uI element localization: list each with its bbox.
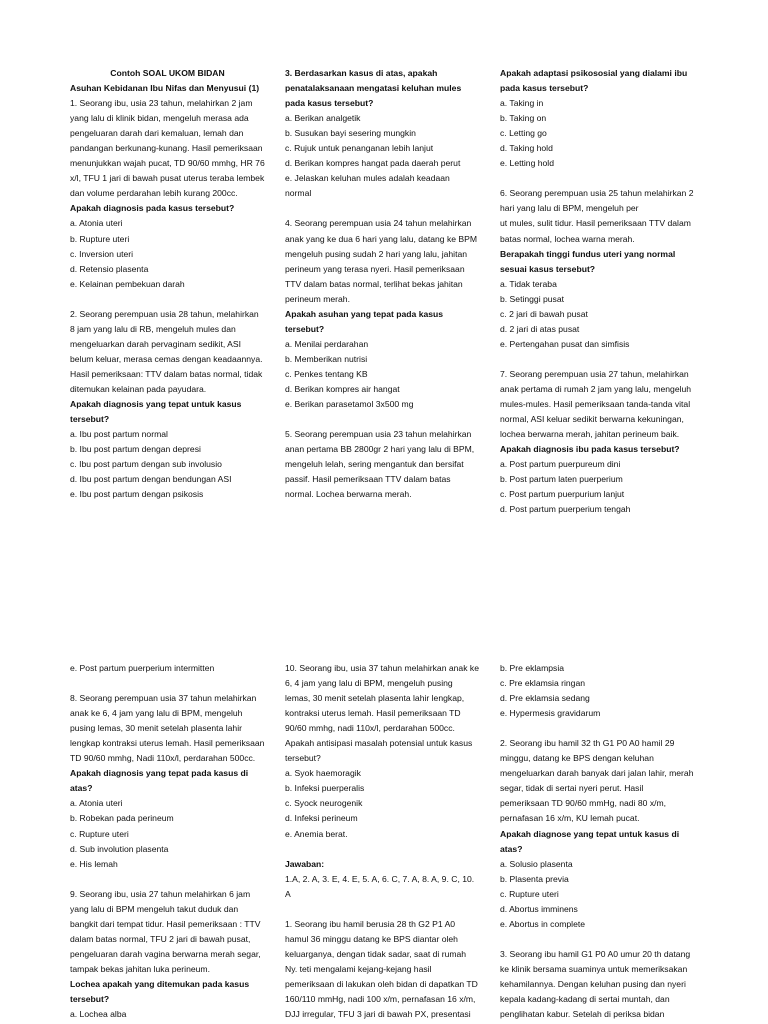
blank-line	[500, 171, 710, 186]
text-line: 1. Seorang ibu hamil berusia 28 th G2 P1 A0	[285, 918, 456, 929]
text-line: minggu, datang ke BPS dengan keluhan	[500, 753, 654, 764]
text-line: e. Post partum puerperium intermitten	[70, 663, 215, 673]
text-line: c. Syock neurogenik	[285, 798, 363, 809]
question-prompt-line: Apakah diagnosis pada kasus tersebut?	[70, 203, 235, 214]
question-prompt-line: sesuai kasus tersebut?	[500, 263, 596, 274]
text-line: d. Infeksi perineum	[285, 813, 358, 824]
question-prompt-line: Apakah diagnosis yang tepat pada kasus di	[70, 768, 249, 779]
text-line: mengeluh pusing sudah 2 hari yang lalu, jahitan	[285, 248, 468, 259]
text-line: e. Anemia berat.	[285, 828, 348, 839]
text-line: a. Taking in	[500, 98, 544, 109]
text-line: c. Pre eklamsia ringan	[500, 678, 586, 689]
question-prompt-line: Contoh SOAL UKOM BIDAN	[110, 68, 225, 78]
text-line: 2. Seorang perempuan usia 28 tahun, melahirkan	[70, 308, 259, 319]
text-line: yang lalu di BPM mengeluh takut duduk dan	[70, 903, 239, 914]
text-line: A	[285, 888, 291, 899]
text-line: kehamilannya. Dengan keluhan pusing dan nyeri	[500, 978, 686, 989]
text-line: 1.A, 2. A, 3. E, 4. E, 5. A, 6. C, 7. A, 8. A, 9. C, 10.	[285, 873, 475, 884]
text-line: Ny. teti mengalami kejang-kejang hasil	[285, 963, 432, 974]
text-line: pemeriksaan TD 90/60 mmHg, nadi 80 x/m,	[500, 798, 667, 809]
question-prompt-line: atas?	[500, 843, 523, 854]
text-line: b. Taking on	[500, 113, 547, 124]
text-line: 8. Seorang perempuan usia 37 tahun melahirkan	[70, 693, 257, 704]
text-line: a. Syok haemoragik	[285, 768, 361, 779]
text-line: a. Atonia uteri	[70, 218, 123, 229]
text-line: d. Taking hold	[500, 143, 553, 154]
text-line: a. Tidak teraba	[500, 278, 557, 289]
text-line: dalam batas normal, TFU 2 jari di bawah pusat,	[70, 933, 251, 944]
question-prompt-line: atas?	[70, 783, 93, 794]
text-line: c. Rujuk untuk penanganan lebih lanjut	[285, 143, 434, 154]
text-line: b. Rupture uteri	[70, 233, 130, 244]
blank-line	[285, 842, 495, 857]
text-line: d. Abortus imminens	[500, 903, 578, 914]
text-line: DJJ irregular, TFU 3 jari di bawah PX, presentasi	[285, 1009, 471, 1020]
question-prompt-line: 3. Berdasarkan kasus di atas, apakah	[285, 68, 438, 78]
text-line: d. Ibu post partum dengan bendungan ASI	[70, 474, 232, 485]
blank-line	[70, 676, 280, 691]
text-line: yang lalu di klinik bidan, mengeluh merasa ada	[70, 113, 249, 124]
text-line: b. Robekan pada perineum	[70, 813, 174, 824]
question-prompt-line: pada kasus tersebut?	[500, 83, 589, 94]
text-line: belum keluar, merasa cemas dengan keadaannya.	[70, 353, 263, 364]
text-line: pengeluaran darah vagina berwarna merah segar,	[70, 948, 261, 959]
text-line: c. Rupture uteri	[70, 828, 129, 839]
text-line: c. Letting go	[500, 128, 547, 139]
text-line: 8 jam yang lalu di RB, mengeluh mules dan	[70, 323, 236, 334]
text-line: normal. Lochea berwarna merah.	[285, 489, 412, 500]
text-line: TTV dalam batas normal, terlihat bekas jahitan	[285, 278, 463, 289]
text-line: ditemukan kelainan pada payudara.	[70, 383, 207, 394]
text-line: a. Menilai perdarahan	[285, 338, 369, 349]
text-line: a. Berikan analgetik	[285, 113, 361, 124]
text-line: d. 2 jari di atas pusat	[500, 323, 580, 334]
text-line: mules-mules. Hasil pemeriksaan tanda-tanda vital	[500, 399, 691, 410]
text-line: 6. Seorang perempuan usia 25 tahun melahirkan 2	[500, 188, 694, 199]
text-line: perineum yang terasa nyeri. Hasil pemeriksaan	[285, 263, 465, 274]
text-line: TD 90/60 mmhg, Nadi 110x/l, perdarahan 500cc.	[70, 753, 256, 764]
text-line: 10. Seorang ibu, usia 37 tahun melahirkan anak ke	[285, 663, 479, 673]
text-line: e. Kelainan pembekuan darah	[70, 278, 185, 289]
column-bottom-middle	[285, 661, 495, 1022]
question-prompt-line: Lochea apakah yang ditemukan pada kasus	[70, 978, 250, 989]
text-line: hamul 36 minggu datang ke BPS diantar oleh	[285, 933, 458, 944]
text-line: 7. Seorang perempuan usia 27 tahun, melahirkan	[500, 368, 689, 379]
text-line: anak ke 6, 4 jam yang lalu di BPM, mengeluh	[70, 708, 243, 719]
text-line: c. Rupture uteri	[500, 888, 559, 899]
text-line: b. Pre eklampsia	[500, 663, 565, 673]
text-line: kepala kadang-kadang di sertai muntah, dan	[500, 994, 670, 1005]
text-line: e. Hypermesis gravidarum	[500, 708, 601, 719]
text-line: ut mules, sulit tidur. Hasil pemeriksaan TTV dalam	[500, 218, 691, 229]
text-line: dan volume perdarahan lebih kurang 200cc.	[70, 188, 238, 199]
column-top-middle	[285, 66, 495, 502]
question-prompt-line: Apakah diagnose yang tepat untuk kasus di	[500, 828, 680, 839]
text-line: tampak bekas jahitan luka perineum.	[70, 963, 210, 974]
question-prompt-line: tersebut?	[70, 994, 110, 1005]
text-line: kontraksi uterus lemah. Hasil pemeriksaan TD	[285, 708, 461, 719]
text-line: 9. Seorang ibu, usia 27 tahun melahirkan 6 jam	[70, 888, 251, 899]
question-prompt-line: Asuhan Kebidanan Ibu Nifas dan Menyusui (1)	[70, 83, 260, 94]
text-line: passif. Hasil pemeriksaan TTV dalam batas	[285, 474, 451, 485]
text-line: d. Post partum puerperium tengah	[500, 504, 631, 515]
column-top-left	[70, 66, 280, 502]
text-line: e. Jelaskan keluhan mules adalah keadaan	[285, 173, 450, 184]
text-line: e. Pertengahan pusat dan simfisis	[500, 338, 630, 349]
text-line: d. Berikan kompres hangat pada daerah perut	[285, 158, 461, 169]
text-line: e. His lemah	[70, 858, 118, 869]
text-line: menunjukkan wajah pucat, TD 90/60 mmhg, HR 76	[70, 158, 265, 169]
text-line: b. Infeksi puerperalis	[285, 783, 365, 794]
text-line: hari yang lalu di BPM, mengeluh per	[500, 203, 639, 214]
blank-line	[70, 292, 280, 307]
text-line: d. Pre eklamsia sedang	[500, 693, 590, 704]
question-prompt-line: penatalaksanaan mengatasi keluhan mules	[285, 83, 462, 94]
question-prompt-line: Apakah adaptasi psikososial yang dialami ibu	[500, 68, 688, 78]
text-line: Hasil pemeriksaan: TTV dalam batas normal, tidak	[70, 368, 263, 379]
text-line: e. Abortus in complete	[500, 918, 586, 929]
text-line: c. Ibu post partum dengan sub involusio	[70, 459, 222, 470]
text-line: 5. Seorang perempuan usia 23 tahun melahirkan	[285, 429, 472, 440]
text-line: segar, tidak di sertai nyeri perut. Hasil	[500, 783, 644, 794]
question-prompt-line: Apakah diagnosis ibu pada kasus tersebut?	[500, 444, 680, 455]
text-line: ke klinik bersama suaminya untuk memeriksakan	[500, 963, 688, 974]
text-line: 1. Seorang ibu, usia 23 tahun, melahirkan 2 jam	[70, 98, 253, 109]
text-line: e. Berikan parasetamol 3x500 mg	[285, 399, 414, 410]
text-line: b. Plasenta previa	[500, 873, 569, 884]
text-line: b. Susukan bayi sesering mungkin	[285, 128, 416, 139]
question-prompt-line: pada kasus tersebut?	[285, 98, 374, 109]
blank-line	[500, 721, 710, 736]
text-line: c. Inversion uteri	[70, 248, 134, 259]
text-line: mengeluh lelah, sering mengantuk dan bersifat	[285, 459, 464, 470]
text-line: c. 2 jari di bawah pusat	[500, 308, 588, 319]
column-top-right	[500, 66, 710, 517]
text-line: normal, ASI keluar sedikit berwarna kekuningan,	[500, 414, 684, 425]
text-line: 2. Seorang ibu hamil 32 th G1 P0 A0 hamil 29	[500, 738, 675, 749]
text-line: e. Ibu post partum dengan psikosis	[70, 489, 204, 500]
text-line: d. Retensio plasenta	[70, 263, 149, 274]
text-line: normal	[285, 188, 312, 199]
text-line: 3. Seorang ibu hamil G1 P0 A0 umur 20 th datang	[500, 948, 691, 959]
text-line: c. Post partum puerpurium lanjut	[500, 489, 625, 500]
text-line: c. Penkes tentang KB	[285, 368, 368, 379]
text-line: a. Post partum puerpureum dini	[500, 459, 621, 470]
question-prompt-line: Berapakah tinggi fundus uteri yang normal	[500, 248, 676, 259]
text-line: lemas, 30 menit setelah plasenta lahir lengkap,	[285, 693, 465, 704]
text-line: pusing lemas, 30 menit setelah plasenta lahir	[70, 723, 242, 734]
column-bottom-left	[70, 661, 280, 1022]
text-line: keluarganya, dengan tidak sadar, saat di rumah	[285, 948, 467, 959]
question-prompt-line: tersebut?	[285, 323, 325, 334]
text-line: a. Atonia uteri	[70, 798, 123, 809]
blank-line	[285, 412, 495, 427]
text-line: pernafasan 16 x/m, KU lemah pucat.	[500, 813, 640, 824]
text-line: a. Solusio plasenta	[500, 858, 573, 869]
text-line: d. Sub involution plasenta	[70, 843, 169, 854]
text-line: pengeluaran darah dari kemaluan, lemah dan	[70, 128, 244, 139]
text-line: d. Berikan kompres air hangat	[285, 383, 400, 394]
text-line: anan pertama BB 2800gr 2 hari yang lalu di BPM,	[285, 444, 475, 455]
text-line: x/l, TFU 1 jari di bawah pusat uterus teraba lembek	[70, 173, 265, 184]
blank-line	[70, 872, 280, 887]
text-line: mengeluarkan darah banyak dari jalan lahir, merah	[500, 768, 694, 779]
text-line: b. Ibu post partum dengan depresi	[70, 444, 201, 455]
text-line: penglihatan kabur. Setelah di periksa bidan	[500, 1009, 665, 1020]
blank-line	[500, 352, 710, 367]
text-line: lochea berwarna merah, jahitan perineum baik.	[500, 429, 680, 440]
text-line: batas normal, lochea warna merah.	[500, 233, 635, 244]
text-line: 4. Seorang perempuan usia 24 tahun melahirkan	[285, 218, 472, 229]
question-prompt-line: Apakah asuhan yang tepat pada kasus	[285, 308, 444, 319]
text-line: tersebut?	[285, 753, 321, 764]
question-prompt-line: Jawaban:	[285, 858, 325, 869]
text-line: b. Post partum laten puerperium	[500, 474, 623, 485]
text-line: 160/110 mmHg, nadi 100 x/m, pernafasan 16 x/m,	[285, 994, 476, 1005]
text-line: 6, 4 jam yang lalu di BPM, mengeluh pusing	[285, 678, 453, 689]
column-bottom-right	[500, 661, 710, 1022]
text-line: pandangan berkunang-kunang. Hasil pemeriksaan	[70, 143, 263, 154]
text-line: b. Setinggi pusat	[500, 293, 565, 304]
question-prompt-line: Apakah diagnosis yang tepat untuk kasus	[70, 399, 242, 410]
text-line: a. Lochea alba	[70, 1009, 127, 1020]
blank-line	[285, 201, 495, 216]
text-line: a. Ibu post partum normal	[70, 429, 168, 440]
text-line: e. Letting hold	[500, 158, 554, 169]
text-line: lengkap kontraksi uterus lemah. Hasil pemeriksaan	[70, 738, 265, 749]
text-line: perineum merah.	[285, 293, 350, 304]
text-line: anak pertama di rumah 2 jam yang lalu, mengeluh	[500, 383, 692, 394]
text-line: anak yang ke dua 6 hari yang lalu, datang ke BPM	[285, 233, 478, 244]
text-line: mengeluarkan darah pervaginam sedikit, ASI	[70, 338, 242, 349]
blank-line	[500, 932, 710, 947]
text-line: Apakah antisipasi masalah potensial untuk kasus	[285, 738, 473, 749]
question-prompt-line: tersebut?	[70, 414, 110, 425]
text-line: 90/60 mmhg, nadi 110x/l, perdarahan 500cc.	[285, 723, 455, 734]
text-line: pemeriksaan di lakukan oleh bidan di dapatkan TD	[285, 978, 478, 989]
blank-line	[285, 902, 495, 917]
text-line: b. Memberikan nutrisi	[285, 353, 368, 364]
text-line: bangkit dari tempat tidur. Hasil pemeriksaan : TTV	[70, 918, 261, 929]
